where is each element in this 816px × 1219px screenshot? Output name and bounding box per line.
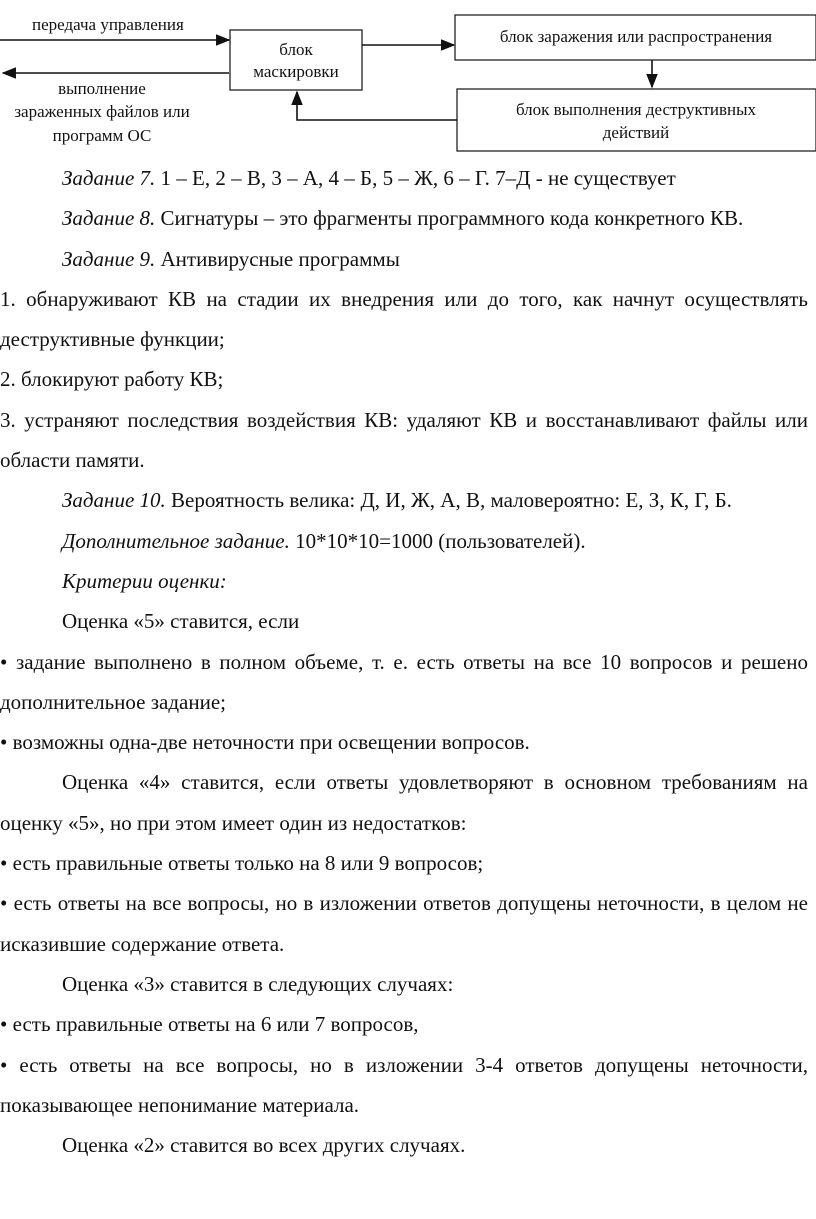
infection-block-label: блок заражения или распространения xyxy=(499,27,773,46)
task7-text: 1 – Е, 2 – В, 3 – А, 4 – Б, 5 – Ж, 6 – Г. 7–Д - не существует xyxy=(155,166,676,190)
task9-label: Задание 9. xyxy=(62,246,156,271)
task9-text: Антивирусные программы xyxy=(155,246,400,271)
extra-task-text: 10*10*10=1000 (пользователей). xyxy=(289,528,586,553)
task10-text: Вероятность велика: Д, И, Ж, А, В, маловероятно: Е, З, К, Г, Б. xyxy=(165,488,732,513)
criteria-heading: Критерии оценки: xyxy=(62,568,227,593)
task10-label: Задание 10. xyxy=(62,488,166,513)
grade4-heading: Оценка «4» ставится, если ответы удовлетворяют в основном требованиям на оценку «5», но при этом имеет один из недостатков: xyxy=(0,770,808,835)
execution-label-1: выполнение xyxy=(58,79,146,98)
grade4-bullet-2: • есть ответы на все вопросы, но в изложении ответов допущены неточности, в целом не исказившие содержание ответа. xyxy=(0,891,808,956)
task10-paragraph xyxy=(0,480,808,520)
grade3-bullet-1: • есть правильные ответы на 6 или 7 вопросов, xyxy=(0,1012,419,1037)
execution-label-3: программ ОС xyxy=(52,126,152,145)
masking-block xyxy=(230,30,362,90)
grade5-bullet-1: • задание выполнено в полном объеме, т. е. есть ответы на все 10 вопросов и решено дополнительное задание; xyxy=(0,649,808,714)
extra-task-paragraph xyxy=(0,521,808,561)
grade2-heading: Оценка «2» ставится во всех других случаях. xyxy=(62,1133,466,1158)
task9-paragraph xyxy=(0,239,808,279)
grade5-bullet-2: • возможны одна-две неточности при освещении вопросов. xyxy=(0,730,530,755)
grade3-bullet-2: • есть ответы на все вопросы, но в изложении 3-4 ответов допущены неточности, показывающее непонимание материала. xyxy=(0,1052,808,1117)
return-arrow xyxy=(297,92,457,120)
extra-task-label: Дополнительное задание. xyxy=(62,528,290,553)
document-body xyxy=(0,158,808,1165)
task9-item-1: 1. обнаруживают КВ на стадии их внедрения или до того, как начнут осуществлять деструктивные функции; xyxy=(0,286,808,352)
destructive-block-label-1: блок выполнения деструктивных xyxy=(515,100,757,119)
task8-paragraph xyxy=(0,198,808,238)
execution-label-2: зараженных файлов или xyxy=(14,102,190,121)
task9-item-3: 3. устраняют последствия воздействия КВ: удаляют КВ и восстанавливают файлы или области памяти. xyxy=(0,407,808,473)
control-transfer-label: передача управления xyxy=(32,15,184,34)
task9-item-2: 2. блокируют работу КВ; xyxy=(0,367,224,392)
task7-paragraph xyxy=(0,158,808,198)
task7-label: Задание 7. xyxy=(62,166,156,190)
masking-block-label-1: блок xyxy=(279,40,313,59)
grade5-heading: Оценка «5» ставится, если xyxy=(62,609,300,634)
grade4-bullet-1: • есть правильные ответы только на 8 или 9 вопросов; xyxy=(0,851,484,876)
destructive-block-label-2: действий xyxy=(602,123,670,142)
grade3-heading: Оценка «3» ставится в следующих случаях: xyxy=(62,971,454,996)
task8-label: Задание 8. xyxy=(62,206,156,231)
masking-block-label-2: маскировки xyxy=(253,62,339,81)
virus-structure-diagram xyxy=(0,0,816,160)
task8-text: Сигнатуры – это фрагменты программного кода конкретного КВ. xyxy=(155,206,744,231)
